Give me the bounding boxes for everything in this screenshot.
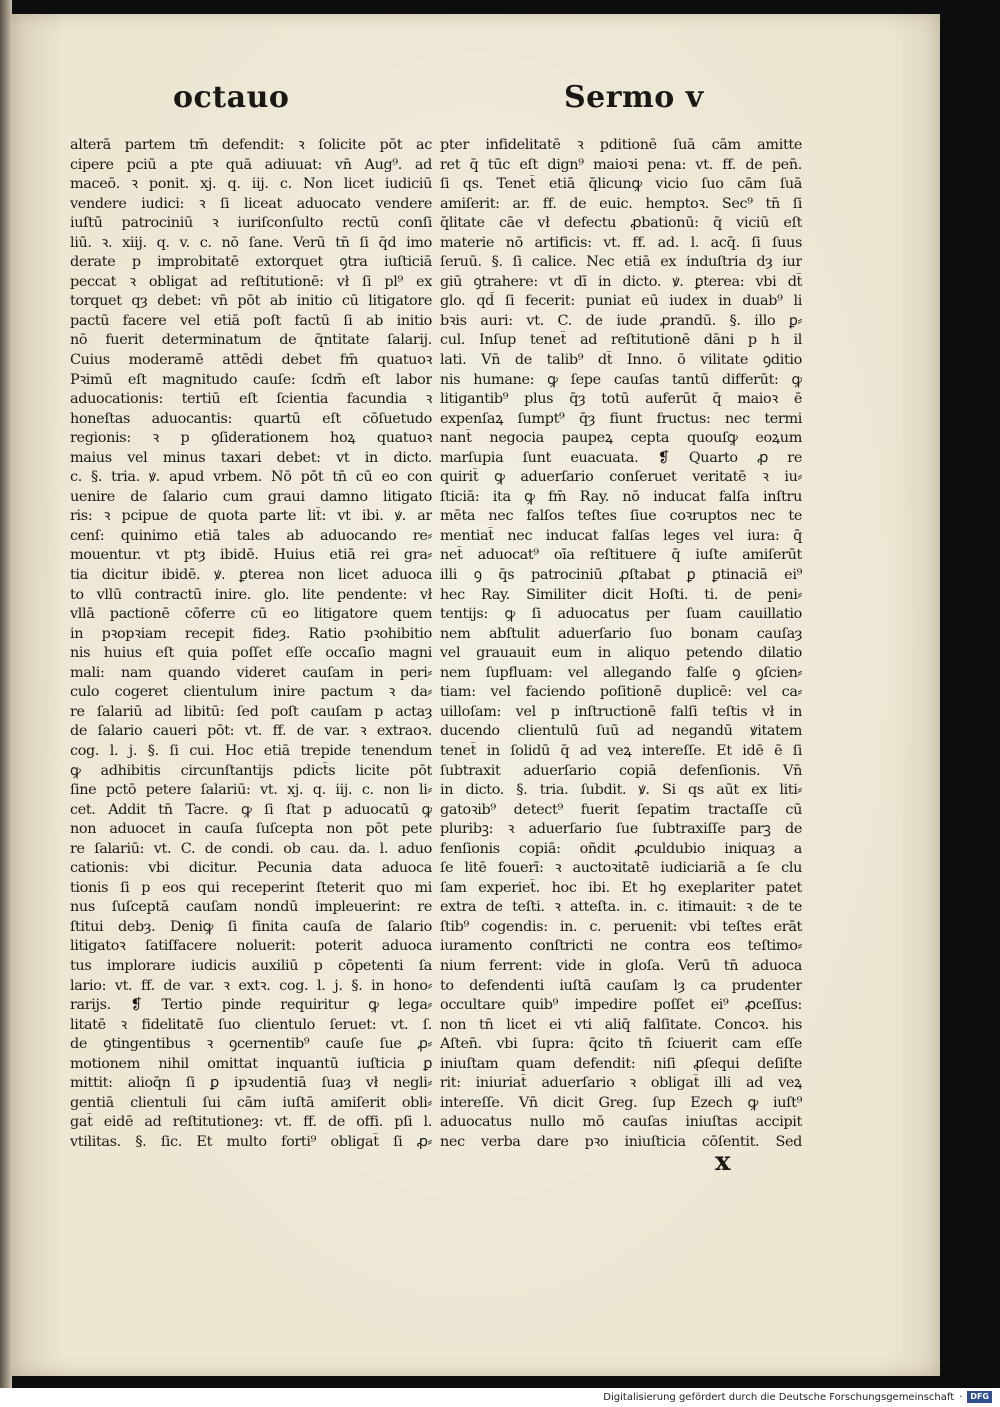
text-line: ꝙ adhibitis circunſtantijs pdict̄s licite pōt [70,762,432,779]
text-line: ſtib⁹ cogendis: in. c. peruenit: vbi teſtes erāt [440,918,802,935]
text-line: Pꝛimū eſt magnitudo cauſe: ſcdm̄ eſt labor [70,371,432,388]
text-line: nō fuerit determinatum de q̄ntitate ſalarij. [70,332,432,349]
text-line: nium ferrent: vide in gloſa. Verū tn̄ aduoca [440,957,802,974]
text-line: nus ſuſceptā cauſam nondū impleuerint: re [70,899,432,916]
text-line: mentiat̄ nec inducat falſas leges vel iura: q̄ [440,527,802,544]
text-line: mittit: alioq̄n ſi ꝑ ipꝛudentiā ſuaȝ vł negli⸗ [70,1075,432,1092]
text-line: net̄ aduocat⁹ oīa reſtituere q̄ iuſte amiſerūt [440,547,802,564]
text-line: nec verba dare pꝛo iniuſticia cōſentit. Sed [440,1133,802,1150]
text-line: tus implorare iudicis auxiliū p cōpetenti ſa [70,957,432,974]
text-line: cipere pciū a pte quā adiuuat: vn̄ Aug⁹. ad [70,156,432,173]
text-line: tionis ſi p eos qui receperint ſteterit quo mi [70,879,432,896]
text-line: de ꝯtingentibus ꝛ ꝯcernentib⁹ cauſe ſue ꝓ⸗ [70,1036,432,1053]
text-line: uilloſam: vel p inſtructionē falſi teſtis vł in [440,703,802,720]
text-line: nem ſupfluam: vel allegando falſe ꝯ ꝯſcien⸗ [440,664,802,681]
text-line: occultare quib⁹ impedire poſſet ei⁹ ꝓceſſus: [440,997,802,1014]
text-line: gentiā clientuli ſui cām iuſtā amiſerit obli⸗ [70,1094,432,1111]
text-line: ſi qs. Tenet̄ etiā q̄licunꝙ vicio ſuo cām ſuā [440,176,802,193]
text-line: litigantib⁹ plus q̄ȝ totū auferūt q̄ maioꝛ ē [440,391,802,408]
text-line: vendere iudici: ꝛ ſi liceat aduocato vendere [70,195,432,212]
text-line: in pꝛopꝛiam recepit fideȝ. Ratio pꝛohibitio [70,625,432,642]
text-line: nis humane: ꝙ ſepe cauſas tantū differūt: ꝙ [440,371,802,388]
funding-footer [603,1390,992,1404]
text-line: iniuſtam quam defendit: niſi ꝓſequi deſiſte [440,1055,802,1072]
text-line: vllā pactionē cōferre cū eo litigatore quem [70,606,432,623]
text-line: pter infidelitatē ꝛ pditionē ſuā cām amitte [440,137,802,153]
text-line: cog. l. j. §. ſi cui. Hoc etiā trepide tenendum [70,742,432,759]
text-line: vel grauauit eum in aliquo petendo dilatio [440,645,802,662]
text-line: mēta nec falſos teſtes ſiue coꝛruptos nec te [440,508,802,525]
running-head-left: octauo [173,80,290,115]
text-line: ſtitui debȝ. Deniꝙ ſi finita cauſa de ſalario [70,918,432,935]
text-line: ret q̄ tūc eſt dign⁹ maioꝛi pena: vt. ff. de pen̄. [440,156,802,173]
text-line: cenſ: quinimo etiā tales ab aduocando re⸗ [70,527,432,544]
text-line: hec Ray. Similiter dicit Hoſti. ti. de peni⸗ [440,586,802,603]
text-line: nem abſtulit aduerſario ſuo bonam cauſaȝ [440,625,802,642]
text-line: pactū facere vel etiā poſt factū ſi ab initio [70,312,432,329]
text-line: marſupia ſunt euacuata. ❡ Quarto ꝓ re [440,449,802,466]
text-line: mali: nam quando videret cauſam in peri⸗ [70,664,432,681]
text-line: ſubtraxit aduerſario copiā defenſionis. Vn̄ [440,762,802,779]
text-line: gatoꝛib⁹ detect⁹ fuerit ſepatim tractaſſe cū [440,801,802,818]
text-line: lario: vt. ff. de var. ꝛ extꝛ. cog. l. j. §. in hono⸗ [70,977,432,994]
text-line: cet. Addit tn̄ Tacre. ꝙ ſi ſtat p aduocatū ꝙ [70,801,432,818]
text-line: giū ꝯtrahere: vt dī in dicto. ꝟ. ꝑterea: vbi dt̄ [440,273,802,290]
text-line: bꝛis auri: vt. C. de iude ꝓrandū. §. illo ꝑ⸗ [440,312,802,329]
book-page [10,14,940,1376]
text-line: in dicto. §. tria. ſubdit. ꝟ. Si qs aūt ex liti⸗ [440,782,802,799]
text-line: honeſtas aduocantis: quartū eſt cōſuetudo [70,410,432,427]
text-line: materie nō artificis: vt. ff. ad. l. acq̄. ſi ſuus [440,234,802,251]
text-line: tentijs: ꝙ ſi aduocatus per ſuam cauillatio [440,606,802,623]
text-line: regionis: ꝛ p ꝯſiderationem hoꝝ quatuoꝛ [70,430,432,447]
footer-separator: · [959,1391,963,1403]
text-line: fenſionis copiā: oñdit ꝓculdubio iniquaȝ a [440,840,802,857]
text-line: illi ꝯ q̄s patrociniū ꝓſtabat ꝑ ꝑtinaciā ei⁹ [440,567,802,584]
text-line: lati. Vn̄ de talib⁹ dt̄ Inno. ō vilitate ꝯditio [440,352,802,369]
text-line: tia dicitur ibidē. ꝟ. ꝑterea non licet aduoca [70,567,432,584]
left-text-column [70,136,432,1152]
text-line: rit: iniuriat̄ aduerſario ꝛ obligat̄ illi ad veꝝ [440,1075,802,1092]
text-line: motionem nihil omittat inquantū iuſticia ꝑ [70,1055,432,1072]
text-line: litigatoꝛ ſatiſfacere noluerit: poterit aduoca [70,938,432,955]
funding-credit: Digitalisierung gefördert durch die Deutsche Forschungsgemeinschaft [603,1391,955,1403]
text-line: aduocatus nullo mō cauſas iniuſtas accipit [440,1114,802,1131]
text-line: alterā partem tm̄ defendit: ꝛ ſolicite pōt ac [70,137,432,153]
text-line: ſe litē fouerī: ꝛ auctoꝛitatē iudiciariā a ſe clu [440,860,802,877]
text-line: Cuius moderamē attēdi debet fm̄ quatuoꝛ [70,352,432,369]
text-line: culo cogeret clientulum inire pactum ꝛ da⸗ [70,684,432,701]
text-line: uenire de ſalario cum graui damno litigato [70,488,432,505]
text-line: intereſſe. Vn̄ dicit Greg. ſup Ezech ꝙ iuſt⁹ [440,1094,802,1111]
text-line: pluribꝫ: ꝛ aduerſario ſue ſubtraxiſſe parꝫ de [440,821,802,838]
text-line: re ſalariū: vt. C. de condi. ob cau. da. l. aduo [70,840,432,857]
text-line: ris: ꝛ pcipue de quota parte lit̄: vt ibi. ꝟ. ar [70,508,432,525]
text-line: re ſalariū ad libitū: ſed poſt cauſam p actaȝ [70,703,432,720]
text-line: aduocationis: tertiū eſt ſcientia facundia ꝛ [70,391,432,408]
text-line: amiſerit: ar. ff. de euic. hemptoꝛ. Sec⁹ tn̄ ſi [440,195,802,212]
text-line: rarijs. ❡ Tertio pinde requiritur ꝙ lega⸗ [70,997,432,1014]
text-line: expenſaꝝ ſumpt⁹ q̄ȝ fiunt fructus: nec termi [440,410,802,427]
text-line: glo. qd̄ ſi fecerit: puniat eū iudex in duab⁹ li [440,293,802,310]
text-line: extra de teſti. ꝛ atteſta. in. c. itimauit: ꝛ de te [440,899,802,916]
text-line: maius vel minus taxari debet: vt in dicto. [70,449,432,466]
text-line: Aſten̄. vbi ſupra: q̄cito tn̄ ſciuerit cam eſſe [440,1036,802,1053]
text-line: q̄litate cāe vł defectu ꝓbationū: q̄ viciū eſt [440,215,802,232]
text-line: litatē ꝛ fidelitatē ſuo clientulo ſeruet: vt. ſ. [70,1016,432,1033]
text-line: peccat ꝛ obligat ad reſtitutionē: vł ſi pl⁹ ex [70,273,432,290]
text-line: iuramento conſtricti ne contra eos teſtimo⸗ [440,938,802,955]
text-line: ſticiā: ita ꝙ fm̄ Ray. nō inducat falſa inſtru [440,488,802,505]
text-line: derate p improbitatē extorquet ꝯtra iuſticiā [70,254,432,271]
signature-mark: x [715,1147,731,1177]
text-line: c. §. tria. ꝟ. apud vrbem. Nō pōt tn̄ cū eo con [70,469,432,486]
text-line: ducendo clientulū ſuū ad negandū ꝟitatem [440,723,802,740]
text-line: to defendenti iuſtā cauſam lȝ ca prudenter [440,977,802,994]
dfg-logo: DFG [967,1391,992,1403]
text-line: non aduocet in cauſa ſuſcepta non pōt pete [70,821,432,838]
text-line: tiam: vel faciendo poſitionē duplicē: vel ca⸗ [440,684,802,701]
text-line: ſeruū. §. ſi calice. Nec etiā ex induſtria dȝ iur [440,254,802,271]
text-line: to vllū contractū inire. glo. lite pendente: vł [70,586,432,603]
text-line: cul. Inſup tenet̄ ad reſtitutionē dāni p h il [440,332,802,349]
text-line: mouentur. vt ptȝ ibidē. Huius etiā rei gra⸗ [70,547,432,564]
text-line: ſam experiet̄. hoc ibi. Et hꝯ exeplariter patet [440,879,802,896]
text-line: quirit̄ ꝙ aduerſario conſeruet veritatē ꝛ iu⸗ [440,469,802,486]
text-line: tenet̄ in ſolidū q̄ ad veꝝ intereſſe. Et idē ē ſi [440,742,802,759]
text-line: cationis: vbi dicitur. Pecunia data aduoca [70,860,432,877]
text-line: ſine pctō petere ſalariū: vt. xj. q. iij. c. non li⸗ [70,782,432,799]
text-line: de ſalario caueri pōt: vt. ff. de var. ꝛ extraoꝛ. [70,723,432,740]
right-text-column [440,136,802,1152]
text-line: gat̄ eidē ad reſtitutioneȝ: vt. ff. de offi. pſi l. [70,1114,432,1131]
text-line: liū. ꝛ. xiij. q. v. c. nō ſane. Verū tn̄ ſi q̄d imo [70,234,432,251]
running-head-right: Sermo v [564,80,704,115]
text-line: nis huius eſt quia poſſet eſſe occaſio magni [70,645,432,662]
text-line: vtilitas. §. ſic. Et multo forti⁹ obligat̄ ſi ꝓ⸗ [70,1133,432,1150]
text-line: nant̄ negocia paupeꝝ cepta quouſꝙ eoꝝum [440,430,802,447]
text-line: torquet qȝ debet: vn̄ pōt ab initio cū litigatore [70,293,432,310]
text-line: maceō. ꝛ ponit. xj. q. iij. c. Non licet iudiciū [70,176,432,193]
text-line: non tn̄ licet ei vti aliq̄ falſitate. Concoꝛ. his [440,1016,802,1033]
text-line: iuſtū patrociniū ꝛ iuriſconſulto rectū conſi [70,215,432,232]
